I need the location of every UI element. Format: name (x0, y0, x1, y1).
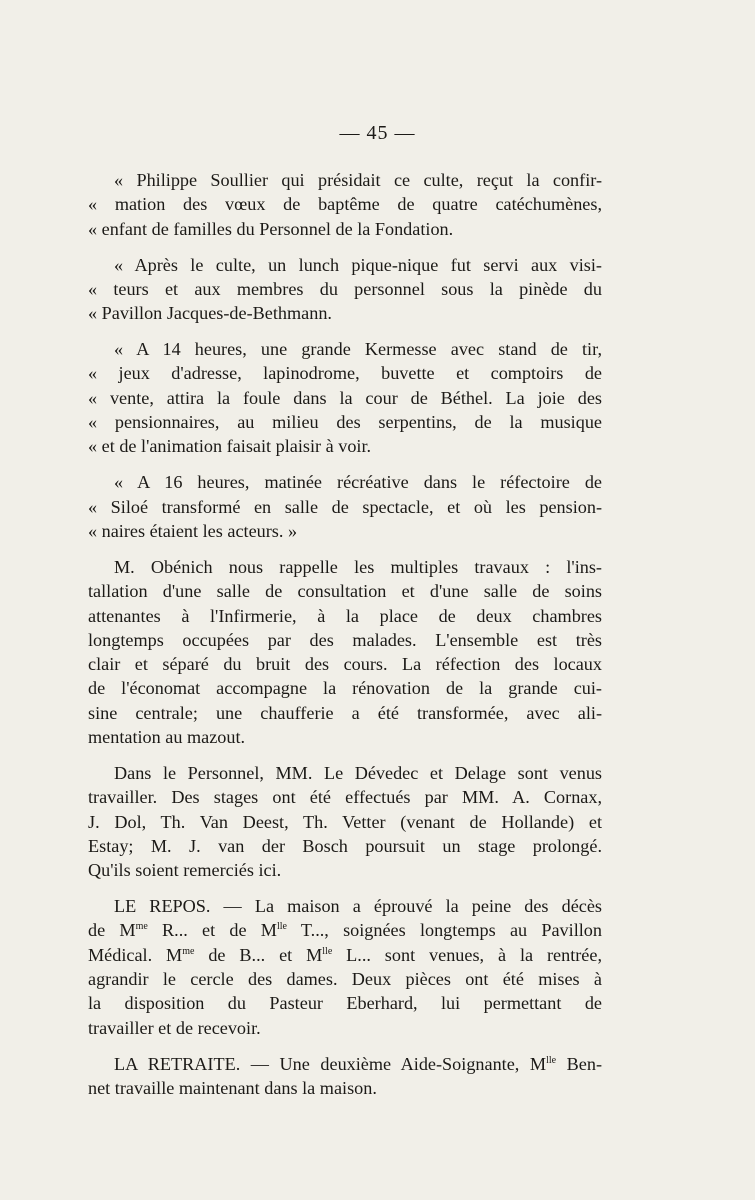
paragraph (88, 761, 602, 882)
text-line: « Philippe Soullier qui présidait ce culte, reçut la confir- (114, 170, 602, 190)
text-line: tallation d'une salle de consultation et d'une salle de soins (88, 581, 602, 602)
text-line: agrandir le cercle des dames. Deux pièces ont été mises à (88, 969, 602, 990)
text-line: travailler et de recevoir. (88, 1017, 261, 1038)
text-line: LE REPOS. — La maison a éprouvé la peine des décès (114, 896, 602, 917)
text-line: « teurs et aux membres du personnel sous la pinède du (88, 278, 602, 299)
text-line: « A 14 heures, une grande Kermesse avec stand de tir, (114, 339, 602, 360)
paragraph (88, 555, 602, 749)
paragraph (88, 1052, 602, 1101)
text-line: Médical. $M^{me}$ de B... et $M^{lle}$ L... sont venues, à la rentrée, (88, 944, 602, 965)
text-line: Dans le Personnel, MM. Le Dévedec et Delage sont venus (114, 762, 602, 783)
text-line: LA RETRAITE. — Une deuxième Aide-Soignante, $M^{lle}$ Ben- (114, 1053, 603, 1074)
text-line: « A 16 heures, matinée récréative dans le réfectoire de (114, 472, 602, 493)
text-line: attenantes à l'Infirmerie, à la place de deux chambres (88, 605, 602, 626)
text-line: longtemps occupées par des malades. L'ensemble est très (88, 629, 602, 650)
paragraph (88, 168, 602, 241)
text-line: « Pavillon Jacques-de-Bethmann. (88, 303, 332, 324)
text-line: « et de l'animation faisait plaisir à voir. (88, 436, 372, 457)
text-line: de l'économat accompagne la rénovation de la grande cui- (88, 678, 602, 699)
paragraph (88, 337, 602, 458)
text-line: M. Obénich nous rappelle les multiples travaux : l'ins- (114, 556, 602, 577)
text-line: clair et séparé du bruit des cours. La réfection des locaux (88, 654, 602, 675)
text-line: de $M^{me}$ R... et de $M^{lle}$ T..., soignées longtemps au Pavillon (88, 920, 602, 941)
text-line: Estay; M. J. van der Bosch poursuit un stage prolongé. (88, 835, 602, 856)
text-line: « mation des vœux de baptême de quatre catéchumènes, (88, 194, 602, 215)
text-line: « Siloé transformé en salle de spectacle, et où les pension- (88, 496, 602, 517)
text-line: travailler. Des stages ont été effectués par MM. A. Cornax, (88, 787, 602, 808)
text-line: « naires étaient les acteurs. » (88, 520, 298, 541)
paragraph (88, 253, 602, 326)
text-line: Qu'ils soient remerciés ici. (88, 860, 282, 881)
body-text (88, 168, 602, 1112)
text-line: « enfant de familles du Personnel de la Fondation. (88, 218, 454, 239)
text-line: net travaille maintenant dans la maison. (88, 1077, 377, 1098)
paragraph (88, 470, 602, 543)
text-line: « Après le culte, un lunch pique-nique fut servi aux visi- (114, 254, 602, 275)
text-line: « jeux d'adresse, lapinodrome, buvette et comptoirs de (88, 363, 602, 384)
text-line: sine centrale; une chaufferie a été transformée, avec ali- (88, 702, 602, 723)
text-line: mentation au mazout. (88, 726, 246, 747)
page-number: — 45 — (339, 122, 416, 144)
text-line: « vente, attira la foule dans la cour de Béthel. La joie des (88, 387, 602, 408)
text-line: « pensionnaires, au milieu des serpentins, de la musique (88, 412, 602, 433)
text-line: la disposition du Pasteur Eberhard, lui permettant de (88, 993, 602, 1014)
text-line: J. Dol, Th. Van Deest, Th. Vetter (venant de Hollande) et (88, 811, 602, 832)
paragraph (88, 894, 602, 1040)
